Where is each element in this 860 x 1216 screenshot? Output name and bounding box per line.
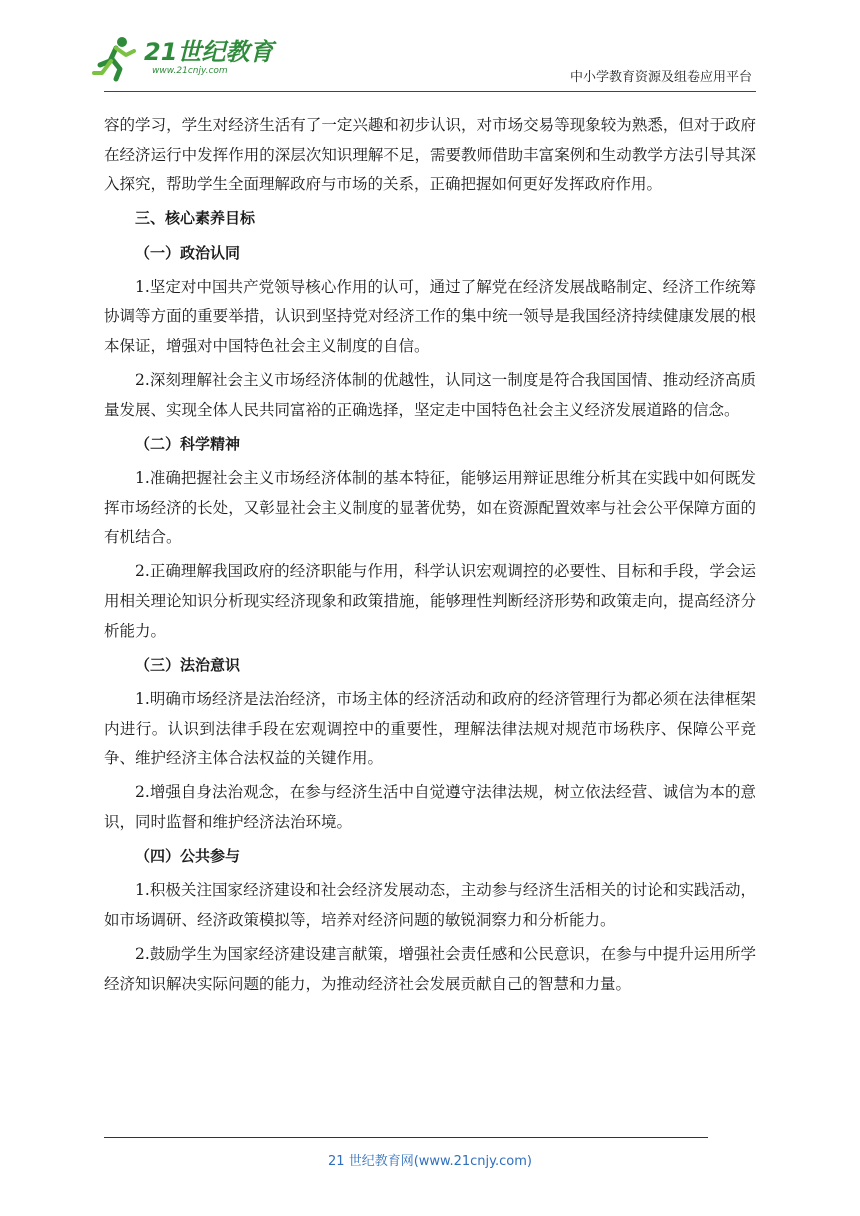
footer-divider	[104, 1137, 708, 1138]
platform-title: 中小学教育资源及组卷应用平台	[569, 70, 752, 85]
paragraph-scientific-spirit-1: 1.准确把握社会主义市场经济体制的基本特征，能够运用辩证思维分析其在实践中如何既发挥市场经济的长处，又彰显社会主义制度的显著优势，如在资源配置效率与社会公平保障方面的有机结合。	[104, 469, 756, 547]
site-logo[interactable]	[92, 35, 272, 83]
paragraph-political-identity-1: 1.坚定对中国共产党领导核心作用的认可，通过了解党在经济发展战略制定、经济工作统筹协调等方面的重要举措，认识到坚持党对经济工作的集中统一领导是我国经济持续健康发展的根本保证，增强对中国特色社会主义制度的自信。	[104, 277, 756, 355]
paragraph-public-participation-2: 2.鼓励学生为国家经济建设建言献策，增强社会责任感和公民意识，在参与中提升运用所学经济知识解决实际问题的能力，为推动经济社会发展贡献自己的智慧和力量。	[104, 945, 756, 993]
header-divider	[104, 91, 756, 92]
paragraph-rule-of-law-2: 2.增强自身法治观念，在参与经济生活中自觉遵守法律法规，树立依法经营、诚信为本的意识，同时监督和维护经济法治环境。	[104, 783, 756, 831]
paragraph-rule-of-law-1: 1.明确市场经济是法治经济，市场主体的经济活动和政府的经济管理行为都必须在法律框架内进行。认识到法律手段在宏观调控中的重要性，理解法律法规对规范市场秩序、保障公平竞争、维护经济主体合法权益的关键作用。	[104, 690, 756, 768]
document-body	[104, 111, 756, 1004]
subheading-rule-of-law: （三）法治意识	[135, 655, 241, 674]
paragraph-political-identity-2: 2.深刻理解社会主义市场经济体制的优越性，认同这一制度是符合我国国情、推动经济高质量发展、实现全体人民共同富裕的正确选择，坚定走中国特色社会主义经济发展道路的信念。	[104, 371, 756, 419]
logo-text: 21世纪教育	[144, 38, 274, 66]
paragraph-scientific-spirit-2: 2.正确理解我国政府的经济职能与作用，科学认识宏观调控的必要性、目标和手段，学会运用相关理论知识分析现实经济现象和政策措施，能够理性判断经济形势和政策走向，提高经济分析能力。	[104, 562, 756, 640]
paragraph-continuation: 容的学习，学生对经济生活有了一定兴趣和初步认识，对市场交易等现象较为熟悉，但对于政府在经济运行中发挥作用的深层次知识理解不足，需要教师借助丰富案例和生动教学方法引导其深入探究，帮助学生全面理解政府与市场的关系，正确把握如何更好发挥政府作用。	[104, 116, 756, 194]
runner-logo-icon	[92, 35, 142, 83]
page-header	[0, 0, 860, 95]
section-heading-core-literacy: 三、核心素养目标	[135, 209, 256, 228]
paragraph-public-participation-1: 1.积极关注国家经济建设和社会经济发展动态，主动参与经济生活相关的讨论和实践活动，如市场调研、经济政策模拟等，培养对经济问题的敏锐洞察力和分析能力。	[104, 881, 756, 929]
subheading-scientific-spirit: （二）科学精神	[135, 434, 241, 453]
subheading-public-participation: （四）公共参与	[135, 847, 241, 866]
logo-url: www.21cnjy.com	[152, 66, 228, 76]
footer-link[interactable]: 21 世纪教育网(www.21cnjy.com)	[328, 1154, 532, 1169]
subheading-political-identity: （一）政治认同	[135, 243, 241, 262]
